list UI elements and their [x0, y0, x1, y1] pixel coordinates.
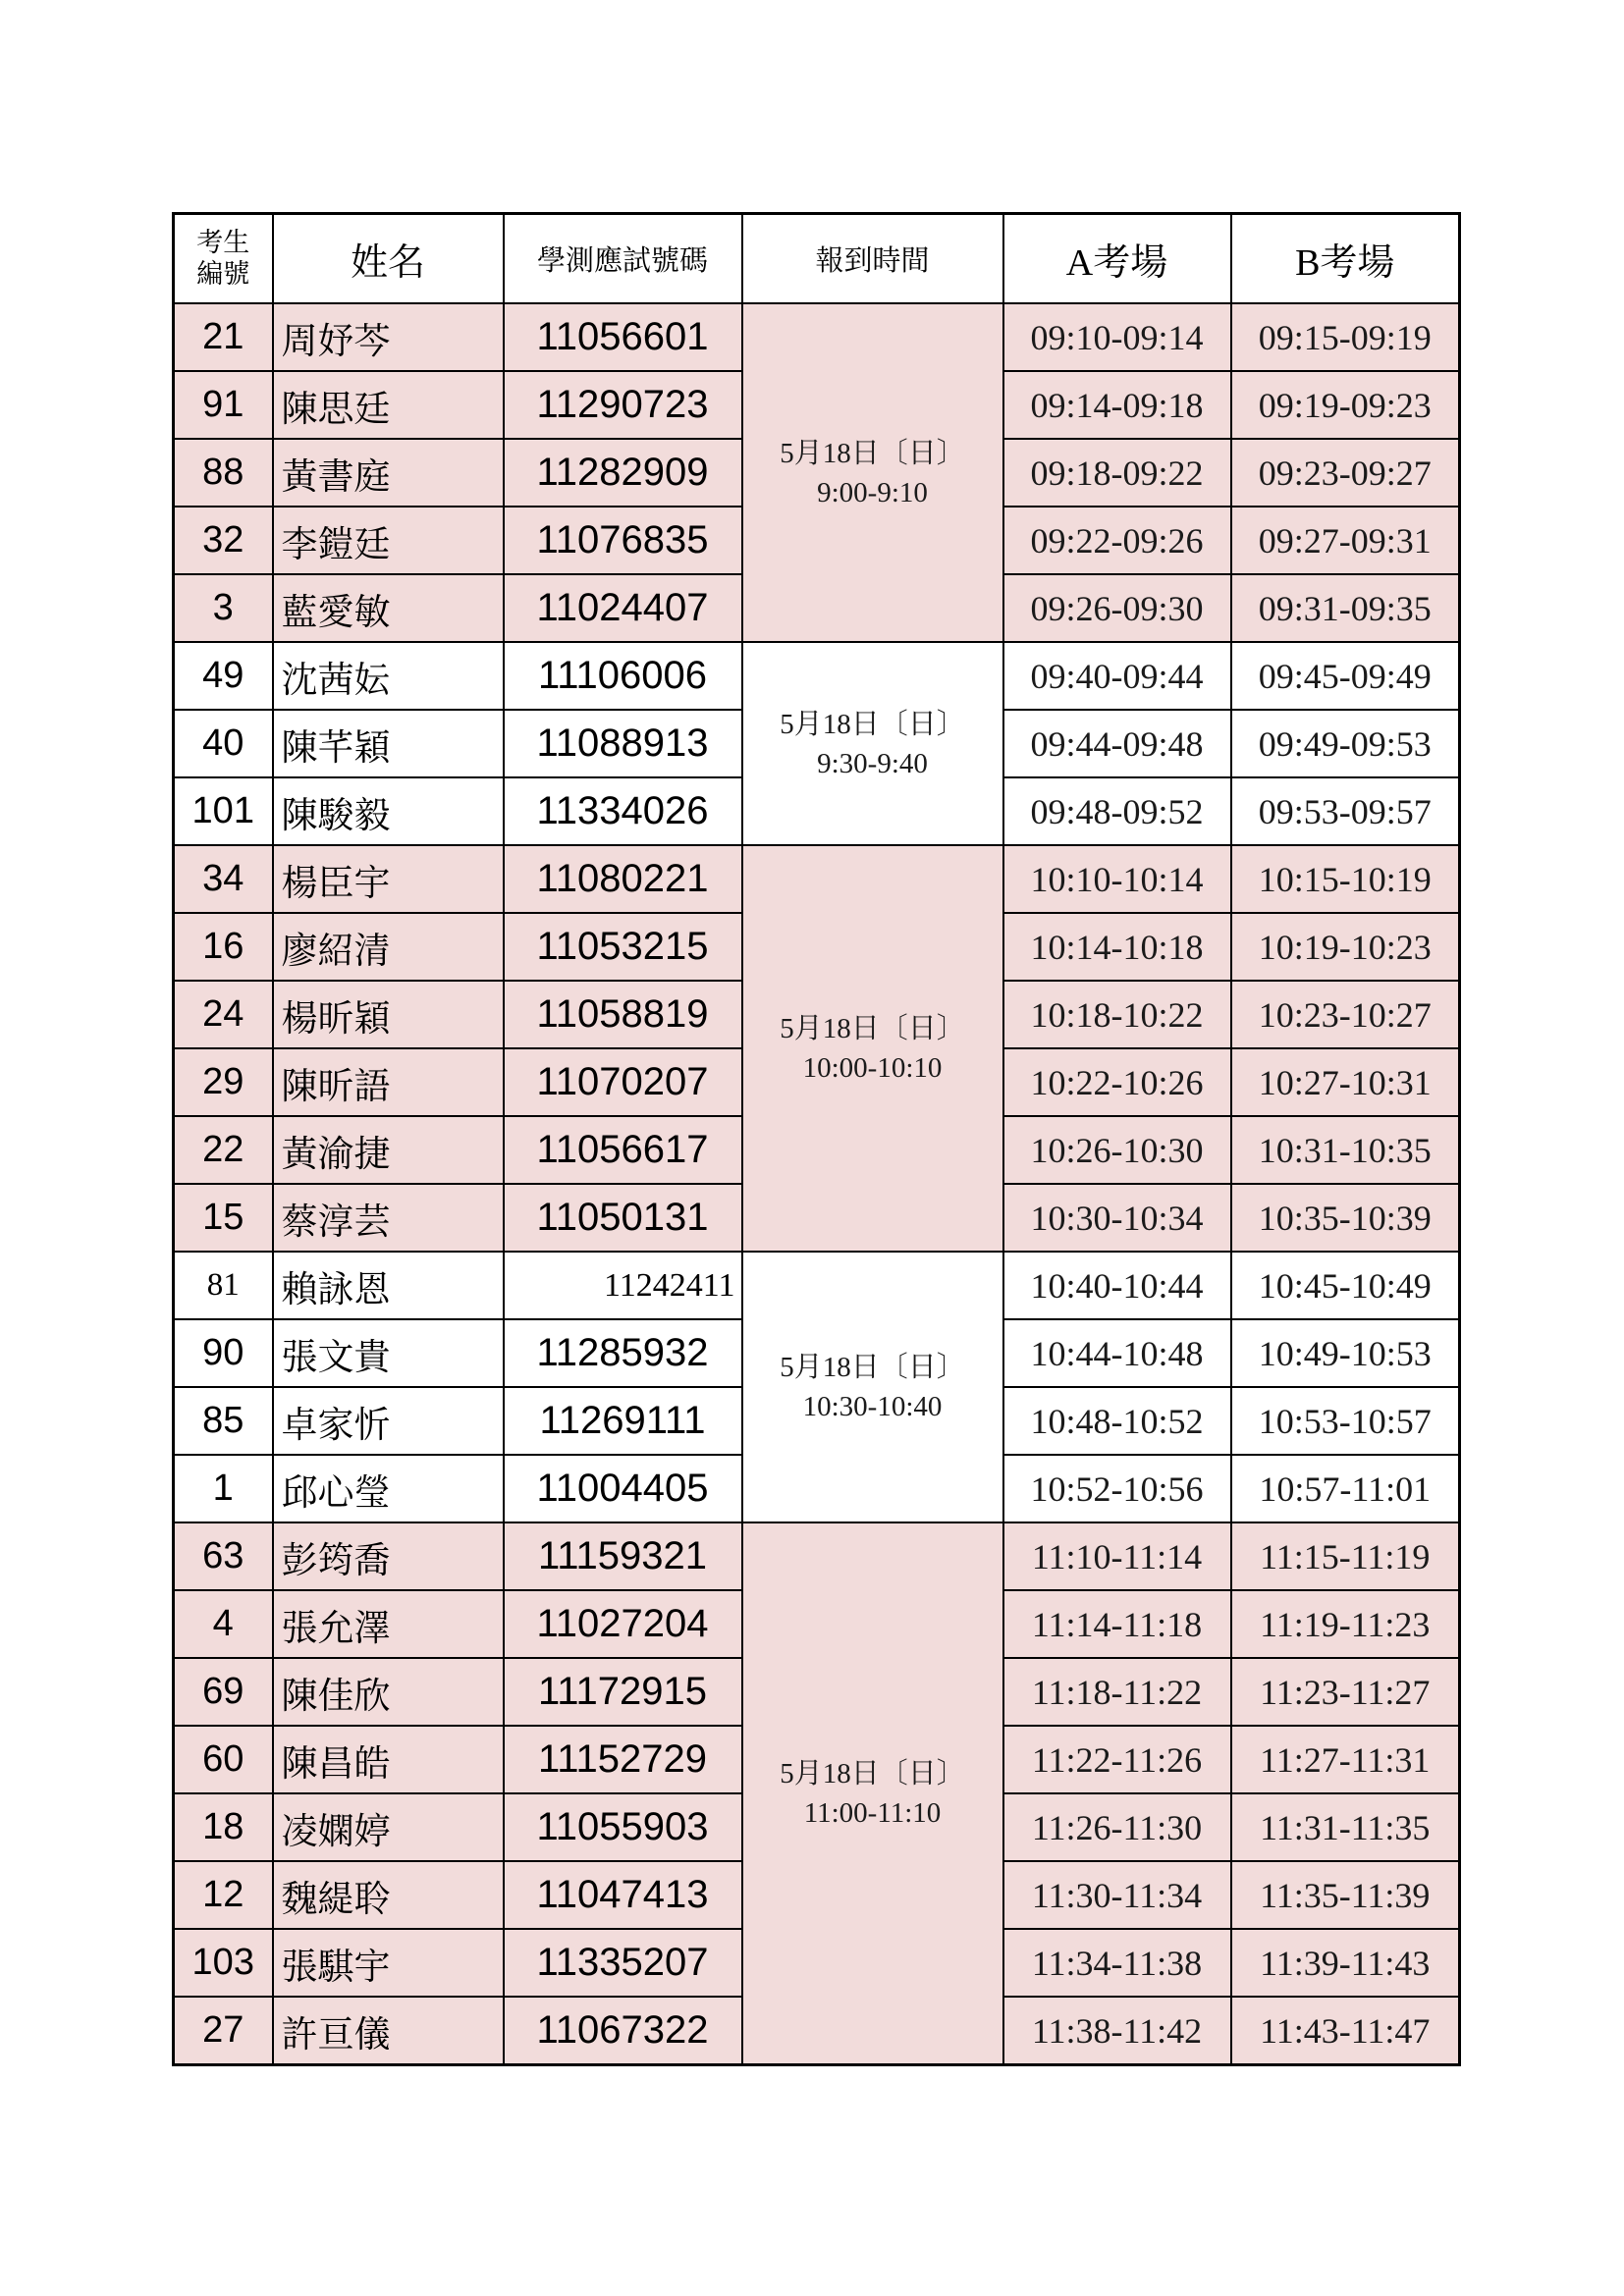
exam-id-cell: 11058819	[504, 981, 742, 1048]
candidate-number-cell: 101	[174, 777, 273, 845]
room-b-slot-cell: 10:23-10:27	[1231, 981, 1460, 1048]
candidate-name-cell: 賴詠恩	[273, 1252, 504, 1319]
room-b-slot-cell: 11:23-11:27	[1231, 1658, 1460, 1726]
header-candidate-number	[174, 214, 273, 304]
room-b-slot-cell: 11:43-11:47	[1231, 1997, 1460, 2065]
room-a-slot-cell: 10:52-10:56	[1003, 1455, 1231, 1522]
report-date: 5月18日〔日〕	[780, 1013, 965, 1044]
exam-id-cell: 11088913	[504, 710, 742, 777]
candidate-name-cell: 周妤芩	[273, 303, 504, 371]
header-name: 姓名	[273, 214, 504, 304]
room-b-slot-cell: 09:19-09:23	[1231, 371, 1460, 439]
exam-id-cell: 11269111	[504, 1387, 742, 1455]
candidate-name-cell: 陳芊穎	[273, 710, 504, 777]
room-b-slot-cell: 11:39-11:43	[1231, 1929, 1460, 1997]
candidate-number-cell: 12	[174, 1861, 273, 1929]
candidate-number-cell: 22	[174, 1116, 273, 1184]
candidate-name-cell: 李鎧廷	[273, 507, 504, 574]
room-a-slot-cell: 09:18-09:22	[1003, 439, 1231, 507]
candidate-number-cell: 27	[174, 1997, 273, 2065]
room-a-slot-cell: 10:40-10:44	[1003, 1252, 1231, 1319]
candidate-number-cell: 69	[174, 1658, 273, 1726]
header-row	[174, 214, 1460, 304]
room-a-slot-cell: 11:22-11:26	[1003, 1726, 1231, 1793]
room-a-slot-cell: 10:44-10:48	[1003, 1319, 1231, 1387]
report-time-range: 9:30-9:40	[817, 747, 928, 779]
report-time-range: 9:00-9:10	[817, 476, 928, 508]
room-b-slot-cell: 10:31-10:35	[1231, 1116, 1460, 1184]
candidate-number-cell: 3	[174, 574, 273, 642]
room-a-slot-cell: 09:22-09:26	[1003, 507, 1231, 574]
candidate-number-cell: 91	[174, 371, 273, 439]
candidate-number-cell: 49	[174, 642, 273, 710]
candidate-name-cell: 張騏宇	[273, 1929, 504, 1997]
report-time-cell	[742, 1252, 1003, 1522]
room-b-slot-cell: 09:31-09:35	[1231, 574, 1460, 642]
candidate-number-cell: 85	[174, 1387, 273, 1455]
candidate-name-cell: 沈茜妘	[273, 642, 504, 710]
candidate-name-cell: 黃書庭	[273, 439, 504, 507]
candidate-name-cell: 楊昕穎	[273, 981, 504, 1048]
candidate-name-cell: 陳昕語	[273, 1048, 504, 1116]
room-a-slot-cell: 11:18-11:22	[1003, 1658, 1231, 1726]
exam-id-cell: 11152729	[504, 1726, 742, 1793]
header-candidate-number-line1: 考生	[196, 227, 250, 258]
table-row	[174, 1252, 1460, 1319]
exam-id-cell: 11242411	[504, 1252, 742, 1319]
room-a-slot-cell: 11:34-11:38	[1003, 1929, 1231, 1997]
room-b-slot-cell: 11:19-11:23	[1231, 1590, 1460, 1658]
candidate-name-cell: 蔡淳芸	[273, 1184, 504, 1252]
table-row	[174, 642, 1460, 710]
header-room-a: A考場	[1003, 214, 1231, 304]
candidate-name-cell: 陳駿毅	[273, 777, 504, 845]
candidate-number-cell: 60	[174, 1726, 273, 1793]
room-b-slot-cell: 09:23-09:27	[1231, 439, 1460, 507]
report-time-cell	[742, 303, 1003, 642]
room-a-slot-cell: 11:38-11:42	[1003, 1997, 1231, 2065]
room-a-slot-cell: 11:10-11:14	[1003, 1522, 1231, 1590]
exam-id-cell: 11070207	[504, 1048, 742, 1116]
candidate-number-cell: 29	[174, 1048, 273, 1116]
exam-id-cell: 11334026	[504, 777, 742, 845]
room-b-slot-cell: 10:57-11:01	[1231, 1455, 1460, 1522]
header-report-time: 報到時間	[742, 214, 1003, 304]
exam-id-cell: 11172915	[504, 1658, 742, 1726]
candidate-number-cell: 88	[174, 439, 273, 507]
table-row	[174, 1522, 1460, 1590]
room-a-slot-cell: 10:18-10:22	[1003, 981, 1231, 1048]
report-date: 5月18日〔日〕	[780, 1758, 965, 1789]
candidate-number-cell: 34	[174, 845, 273, 913]
room-b-slot-cell: 09:49-09:53	[1231, 710, 1460, 777]
exam-id-cell: 11285932	[504, 1319, 742, 1387]
candidate-name-cell: 陳昌皓	[273, 1726, 504, 1793]
report-time-range: 10:00-10:10	[802, 1052, 943, 1084]
candidate-number-cell: 15	[174, 1184, 273, 1252]
room-a-slot-cell: 09:48-09:52	[1003, 777, 1231, 845]
room-a-slot-cell: 10:14-10:18	[1003, 913, 1231, 981]
candidate-number-cell: 16	[174, 913, 273, 981]
report-date: 5月18日〔日〕	[780, 437, 965, 469]
candidate-number-cell: 103	[174, 1929, 273, 1997]
room-a-slot-cell: 10:26-10:30	[1003, 1116, 1231, 1184]
candidate-name-cell: 黃渝捷	[273, 1116, 504, 1184]
exam-id-cell: 11067322	[504, 1997, 742, 2065]
room-b-slot-cell: 11:31-11:35	[1231, 1793, 1460, 1861]
exam-id-cell: 11056617	[504, 1116, 742, 1184]
room-a-slot-cell: 10:48-10:52	[1003, 1387, 1231, 1455]
room-a-slot-cell: 09:44-09:48	[1003, 710, 1231, 777]
room-a-slot-cell: 10:10-10:14	[1003, 845, 1231, 913]
candidate-name-cell: 藍愛敏	[273, 574, 504, 642]
exam-id-cell: 11106006	[504, 642, 742, 710]
room-b-slot-cell: 10:27-10:31	[1231, 1048, 1460, 1116]
candidate-number-cell: 1	[174, 1455, 273, 1522]
exam-id-cell: 11159321	[504, 1522, 742, 1590]
candidate-name-cell: 楊臣宇	[273, 845, 504, 913]
report-time-range: 10:30-10:40	[802, 1391, 943, 1422]
room-a-slot-cell: 09:14-09:18	[1003, 371, 1231, 439]
candidate-name-cell: 卓家忻	[273, 1387, 504, 1455]
room-b-slot-cell: 09:45-09:49	[1231, 642, 1460, 710]
room-a-slot-cell: 09:26-09:30	[1003, 574, 1231, 642]
header-room-b: B考場	[1231, 214, 1460, 304]
report-date: 5月18日〔日〕	[780, 1352, 965, 1383]
table-row	[174, 303, 1460, 371]
header-candidate-number-line2: 編號	[196, 258, 250, 290]
candidate-number-cell: 24	[174, 981, 273, 1048]
report-time-cell	[742, 642, 1003, 845]
room-a-slot-cell: 11:30-11:34	[1003, 1861, 1231, 1929]
table-header	[174, 214, 1460, 304]
candidate-name-cell: 陳佳欣	[273, 1658, 504, 1726]
header-exam-id: 學測應試號碼	[504, 214, 742, 304]
room-b-slot-cell: 10:15-10:19	[1231, 845, 1460, 913]
exam-id-cell: 11282909	[504, 439, 742, 507]
room-a-slot-cell: 11:14-11:18	[1003, 1590, 1231, 1658]
exam-id-cell: 11047413	[504, 1861, 742, 1929]
exam-id-cell: 11076835	[504, 507, 742, 574]
candidate-number-cell: 40	[174, 710, 273, 777]
candidate-name-cell: 張允澤	[273, 1590, 504, 1658]
room-b-slot-cell: 10:19-10:23	[1231, 913, 1460, 981]
exam-id-cell: 11056601	[504, 303, 742, 371]
candidate-number-cell: 18	[174, 1793, 273, 1861]
candidate-number-cell: 81	[174, 1252, 273, 1319]
candidate-name-cell: 凌嫻婷	[273, 1793, 504, 1861]
candidate-name-cell: 邱心瑩	[273, 1455, 504, 1522]
candidate-name-cell: 魏緹聆	[273, 1861, 504, 1929]
candidate-name-cell: 陳思廷	[273, 371, 504, 439]
table-row	[174, 845, 1460, 913]
room-b-slot-cell: 09:27-09:31	[1231, 507, 1460, 574]
room-a-slot-cell: 09:40-09:44	[1003, 642, 1231, 710]
candidate-name-cell: 廖紹清	[273, 913, 504, 981]
room-b-slot-cell: 09:15-09:19	[1231, 303, 1460, 371]
room-b-slot-cell: 10:53-10:57	[1231, 1387, 1460, 1455]
exam-id-cell: 11024407	[504, 574, 742, 642]
exam-id-cell: 11027204	[504, 1590, 742, 1658]
room-a-slot-cell: 10:30-10:34	[1003, 1184, 1231, 1252]
room-b-slot-cell: 10:45-10:49	[1231, 1252, 1460, 1319]
candidate-name-cell: 許亘儀	[273, 1997, 504, 2065]
exam-id-cell: 11050131	[504, 1184, 742, 1252]
exam-id-cell: 11335207	[504, 1929, 742, 1997]
room-b-slot-cell: 10:35-10:39	[1231, 1184, 1460, 1252]
candidate-number-cell: 32	[174, 507, 273, 574]
exam-id-cell: 11053215	[504, 913, 742, 981]
candidate-number-cell: 90	[174, 1319, 273, 1387]
report-date: 5月18日〔日〕	[780, 708, 965, 740]
candidate-name-cell: 彭筠喬	[273, 1522, 504, 1590]
room-a-slot-cell: 11:26-11:30	[1003, 1793, 1231, 1861]
candidate-number-cell: 4	[174, 1590, 273, 1658]
exam-id-cell: 11290723	[504, 371, 742, 439]
exam-id-cell: 11004405	[504, 1455, 742, 1522]
exam-id-cell: 11080221	[504, 845, 742, 913]
room-b-slot-cell: 11:35-11:39	[1231, 1861, 1460, 1929]
exam-id-cell: 11055903	[504, 1793, 742, 1861]
report-time-cell	[742, 845, 1003, 1252]
room-b-slot-cell: 11:27-11:31	[1231, 1726, 1460, 1793]
room-b-slot-cell: 09:53-09:57	[1231, 777, 1460, 845]
room-a-slot-cell: 09:10-09:14	[1003, 303, 1231, 371]
room-b-slot-cell: 11:15-11:19	[1231, 1522, 1460, 1590]
candidate-number-cell: 63	[174, 1522, 273, 1590]
room-a-slot-cell: 10:22-10:26	[1003, 1048, 1231, 1116]
report-time-range: 11:00-11:10	[803, 1797, 942, 1829]
interview-schedule-table	[172, 212, 1461, 2066]
room-b-slot-cell: 10:49-10:53	[1231, 1319, 1460, 1387]
table-body	[174, 303, 1460, 2065]
candidate-number-cell: 21	[174, 303, 273, 371]
report-time-cell	[742, 1522, 1003, 2065]
candidate-name-cell: 張文貴	[273, 1319, 504, 1387]
